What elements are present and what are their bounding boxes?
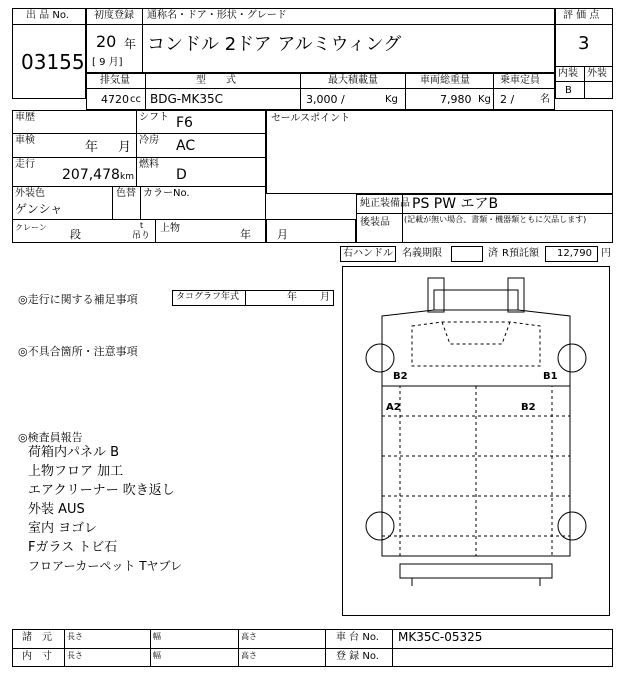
model-code-label: 型 式 [196, 75, 236, 86]
color-no-label: カラーNo. [143, 188, 190, 199]
fuel-value: D [176, 167, 187, 183]
sales-points-label: セールスポイント [271, 113, 351, 124]
mileage-value: 207,478 [62, 167, 120, 183]
recycle-unit: 円 [601, 248, 611, 259]
inspection-month: 月 [118, 140, 132, 155]
gross-weight-unit: Kg [478, 94, 491, 105]
standard-equipment-label: 純正装備品 [360, 198, 410, 209]
capacity-value: 2 / [500, 93, 515, 106]
max-load-label: 最大積載量 [328, 75, 378, 86]
truck-diagram [342, 266, 610, 616]
inspector-item: 室内 ヨゴレ [28, 521, 98, 536]
name-change-box [451, 246, 483, 262]
model-code-value: BDG-MK35C [150, 92, 223, 106]
lot-no-value: 03155 [21, 50, 85, 74]
damage-mark: B2 [393, 371, 408, 382]
first-reg-month: [ 9 月] [92, 57, 123, 68]
displacement-value: 4720 [101, 93, 129, 106]
recycle-label: R預託額 [502, 248, 539, 259]
ac-label: 冷房 [139, 135, 159, 146]
width-label: 幅 [153, 632, 161, 641]
crane-month: 月 [277, 228, 288, 241]
height-label: 高さ [241, 632, 257, 641]
model-name: コンドル 2ドア アルミウィング [147, 34, 402, 55]
grade-value: 3 [578, 33, 590, 54]
inspector-item: エアクリーナー 吹き返し [28, 483, 175, 498]
damage-mark: B2 [521, 402, 536, 413]
aftermarket-note: (記載が無い場合、書類・機器類ともに欠品します) [404, 215, 587, 224]
max-load-unit: Kg [385, 94, 398, 105]
exterior-grade-label: 外装 [587, 68, 607, 79]
length-label: 長さ [67, 651, 83, 660]
interior-grade-label: 内装 [558, 68, 578, 79]
capacity-label: 乗車定員 [500, 75, 540, 86]
recycle-prefix: 済 [488, 248, 498, 259]
registration-label: 登 録 No. [336, 651, 379, 662]
tachograph-label: タコグラフ年式 [176, 292, 240, 302]
first-reg-year: 20 [96, 32, 117, 51]
inspection-label: 車検 [15, 135, 35, 146]
capacity-unit: 名 [540, 94, 550, 105]
mileage-unit: km [120, 172, 134, 182]
history-label: 車歴 [15, 112, 35, 123]
model-header-label: 通称名・ドア・形状・グレード [147, 10, 287, 21]
interior-grade-value: B [565, 85, 572, 96]
gross-weight-label: 車両総重量 [420, 75, 470, 86]
driving-notes-label: ◎走行に関する補足事項 [18, 293, 138, 306]
ac-value: AC [176, 138, 196, 154]
inspector-label: ◎検査員報告 [18, 431, 83, 444]
lot-no-label: 出 品 No. [26, 10, 69, 21]
tachograph-month: 月 [320, 292, 330, 303]
inspection-year: 年 [85, 140, 99, 155]
max-load-value: 3,000 / [306, 93, 345, 106]
chassis-no-label: 車 台 No. [336, 632, 379, 643]
aftermarket-label: 後装品 [360, 217, 390, 228]
damage-mark: B1 [543, 371, 558, 382]
interior-dims-label: 内 寸 [22, 651, 52, 662]
recycle-value: 12,790 [557, 248, 592, 259]
dims-label: 諸 元 [22, 632, 52, 643]
shift-value: F6 [176, 115, 193, 131]
crane-t: t [140, 221, 144, 230]
width-label: 幅 [153, 651, 161, 660]
grade-label: 評 価 点 [563, 10, 600, 21]
damage-mark: A2 [386, 402, 401, 413]
inspector-item: フロアーカーペット Tヤブレ [28, 559, 183, 573]
crane-label: クレーン [15, 223, 47, 232]
mileage-label: 走行 [15, 159, 35, 170]
name-change-label: 名義期限 [402, 248, 442, 259]
crane-hang: 吊り [132, 231, 151, 241]
drive-side: 右ハンドル [343, 248, 393, 259]
shift-label: シフト [139, 112, 169, 123]
inspector-item: Fガラス トビ石 [28, 540, 118, 555]
exterior-color-label: 外装色 [15, 188, 45, 199]
color-change-label: 色替 [116, 188, 136, 199]
crane-year: 年 [240, 228, 251, 241]
defects-label: ◎不具合箇所・注意事項 [18, 345, 138, 358]
displacement-label: 排気量 [100, 75, 130, 86]
first-reg-label: 初度登録 [94, 10, 134, 21]
crane-upper-label: 上物 [160, 223, 180, 234]
length-label: 長さ [67, 632, 83, 641]
exterior-color-value: ゲンシャ [15, 202, 63, 216]
standard-equipment-value: PS PW エアB [412, 196, 499, 212]
year-unit: 年 [124, 37, 137, 51]
fuel-label: 燃料 [139, 159, 159, 170]
inspector-item: 荷箱内パネル B [28, 445, 120, 460]
height-label: 高さ [241, 651, 257, 660]
crane-tier: 段 [70, 228, 81, 241]
inspector-item: 上物フロア 加工 [28, 464, 124, 479]
chassis-no-value: MK35C-05325 [398, 630, 483, 644]
tachograph-year: 年 [287, 292, 297, 303]
displacement-unit: cc [130, 94, 141, 105]
gross-weight-value: 7,980 [440, 93, 472, 106]
inspector-item: 外装 AUS [28, 502, 85, 517]
details-left-block [12, 110, 266, 243]
